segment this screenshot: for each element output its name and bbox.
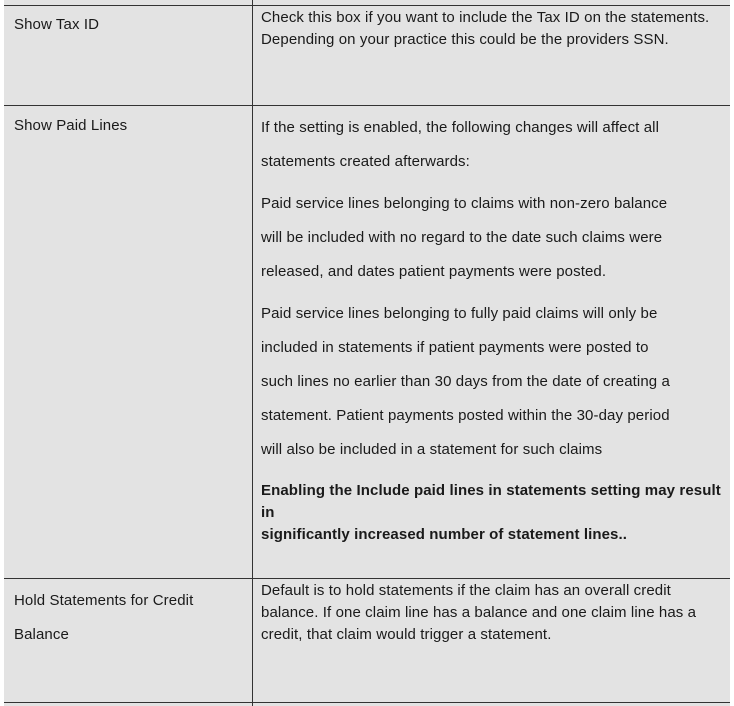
description-line: Depending on your practice this could be the providers SSN.	[261, 31, 669, 48]
row-divider	[4, 105, 730, 106]
setting-description-show-tax-id	[261, 7, 727, 51]
label-line: Hold Statements for Credit	[14, 592, 194, 609]
column-divider	[252, 0, 253, 706]
setting-description-show-paid-lines	[261, 111, 727, 179]
description-line: included in statements if patient payments were posted to	[261, 339, 649, 356]
label-line: Balance	[14, 626, 69, 643]
description-line: balance. If one claim line has a balance and one claim line has a	[261, 604, 697, 621]
setting-label-hold-statements-credit-balance	[14, 584, 193, 652]
description-line: Paid service lines belonging to claims with non-zero balance	[261, 195, 668, 212]
description-line: will also be included in a statement for such claims	[261, 441, 603, 458]
description-line: Default is to hold statements if the claim has an overall credit	[261, 582, 671, 599]
description-line: statements created afterwards:	[261, 153, 470, 170]
note-line: significantly increased number of statement lines..	[261, 526, 628, 543]
description-line: If the setting is enabled, the following changes will affect all	[261, 119, 660, 136]
setting-warning-note	[261, 480, 727, 546]
setting-label-show-tax-id: Show Tax ID	[14, 16, 100, 33]
settings-table	[4, 0, 730, 706]
description-line: released, and dates patient payments were posted.	[261, 263, 607, 280]
setting-description-hold-statements-credit-balance	[261, 580, 727, 646]
row-divider	[4, 578, 730, 579]
description-line: Paid service lines belonging to fully paid claims will only be	[261, 305, 658, 322]
description-line: will be included with no regard to the date such claims were	[261, 229, 663, 246]
description-line: credit, that claim would trigger a statement.	[261, 626, 552, 643]
setting-label-show-paid-lines: Show Paid Lines	[14, 117, 128, 134]
description-line: such lines no earlier than 30 days from the date of creating a	[261, 373, 670, 390]
setting-description-show-paid-lines-para2	[261, 187, 727, 289]
setting-description-show-paid-lines-para3	[261, 297, 727, 467]
description-line: Check this box if you want to include the Tax ID on the statements.	[261, 9, 710, 26]
row-divider	[4, 5, 730, 6]
note-line: Enabling the Include paid lines in statements setting may result in	[261, 482, 721, 521]
description-line: statement. Patient payments posted within the 30-day period	[261, 407, 670, 424]
row-divider	[4, 702, 730, 703]
